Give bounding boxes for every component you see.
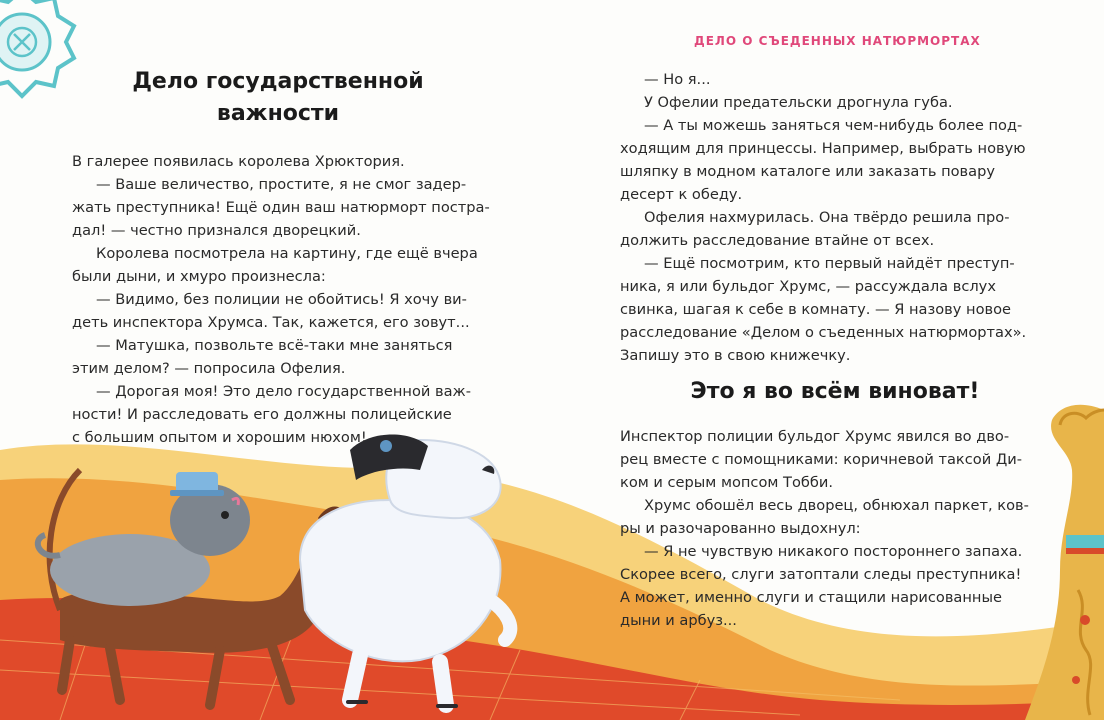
text-line: Запишу это в свою книжечку. [620, 347, 851, 364]
text-line: В галерее появилась королева Хрюктория. [72, 153, 405, 170]
right-page-text-top [620, 68, 1040, 367]
text-line: дал! — честно признался дворецкий. [72, 222, 361, 239]
text-line: этим делом? — попросила Офелия. [72, 360, 346, 377]
text-line: Офелия нахмурилась. Она твёрдо решила про- [644, 209, 1010, 226]
text-line: ности! И расследовать его должны полицейские [72, 406, 452, 423]
text-line: ры и разочарованно выдохнул: [620, 520, 861, 537]
text-line: с большим опытом и хорошим нюхом! [72, 429, 367, 446]
chapter-title-right: Это я во всём виноват! [690, 379, 980, 404]
text-line: жать преступника! Ещё один ваш натюрморт постра- [72, 199, 490, 216]
text-line: А может, именно слуги и стащили нарисованные [620, 589, 1002, 606]
text-line: — Видимо, без полиции не обойтись! Я хочу ви- [96, 291, 467, 308]
left-page-text [72, 150, 492, 449]
text-line: свинка, шагая к себе в комнату. — Я назову новое [620, 301, 1012, 318]
text-line: Скорее всего, слуги затоптали следы преступника! [620, 566, 1022, 583]
chapter-title-line: важности [216, 101, 340, 126]
text-line: были дыни, и хмуро произнесла: [72, 268, 326, 285]
running-head: ДЕЛО О СЪЕДЕННЫХ НАТЮРМОРТАХ [694, 34, 981, 48]
text-line: — Матушка, позвольте всё-таки мне заняться [96, 337, 453, 354]
text-line: — Ещё посмотрим, кто первый найдёт преступ- [644, 255, 1015, 272]
text-line: должить расследование втайне от всех. [620, 232, 935, 249]
text-line: — Я не чувствую никакого постороннего запаха. [644, 543, 1023, 560]
text-line: — Дорогая моя! Это дело государственной важ- [96, 383, 471, 400]
text-line: ника, я или бульдог Хрумс, — рассуждала вслух [620, 278, 996, 295]
text-line: Королева посмотрела на картину, где ещё вчера [96, 245, 478, 262]
text-line: дыни и арбуз... [620, 612, 737, 629]
text-line: Инспектор полиции бульдог Хрумс явился во дво- [620, 428, 1010, 445]
text-line: деть инспектора Хрумса. Так, кажется, его зовут... [72, 314, 470, 331]
chapter-title-line: Дело государственной [132, 69, 424, 94]
text-line: ходящим для принцессы. Например, выбрать новую [620, 140, 1026, 157]
right-page-text-bottom [620, 425, 1040, 632]
text-line: расследование «Делом о съеденных натюрмортах». [620, 324, 1027, 341]
text-line: ком и серым мопсом Тобби. [620, 474, 833, 491]
text-line: — Ваше величество, простите, я не смог задер- [96, 176, 467, 193]
text-line: рец вместе с помощниками: коричневой таксой Ди- [620, 451, 1022, 468]
text-line: шляпку в модном каталоге или заказать повару [620, 163, 995, 180]
text-line: У Офелии предательски дрогнула губа. [644, 94, 953, 111]
text-line: Хрумс обошёл весь дворец, обнюхал паркет, ков- [644, 497, 1029, 514]
chapter-title-left [118, 66, 438, 130]
text-line: — Но я... [644, 71, 711, 88]
text-line: — А ты можешь заняться чем-нибудь более под- [644, 117, 1023, 134]
text-line: десерт к обеду. [620, 186, 743, 203]
